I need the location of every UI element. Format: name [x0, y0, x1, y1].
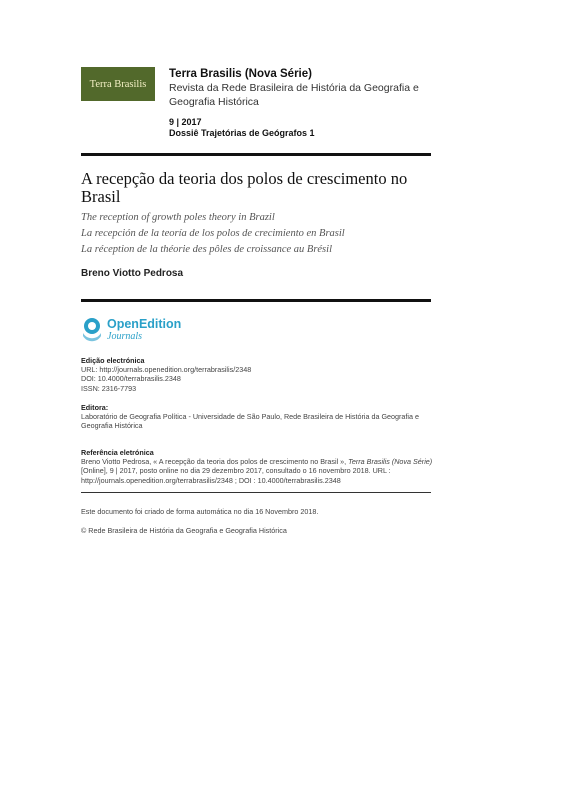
journal-subtitle: Revista da Rede Brasileira de História da Geografia e Geografia Histórica	[169, 82, 419, 108]
journal-logo-text: Terra Brasilis	[89, 78, 147, 90]
journal-header	[169, 67, 439, 109]
referencia-heading: Referência eletrónica	[81, 448, 154, 457]
journal-title: Terra Brasilis (Nova Série)	[169, 68, 312, 80]
article-author: Breno Viotto Pedrosa	[81, 268, 184, 279]
title-english: The reception of growth poles theory in Brazil	[81, 212, 275, 223]
issue-number: 9 | 2017	[169, 117, 202, 127]
title-french: La réception de la théorie des pôles de croissance au Brésil	[81, 243, 332, 255]
edicao-doi: DOI: 10.4000/terrabrasilis.2348	[81, 374, 181, 384]
top-divider	[81, 153, 431, 156]
generated-note: Este documento foi criado de forma automática no dia 16 Novembro 2018.	[81, 507, 319, 516]
edicao-heading: Edição electrónica	[81, 356, 145, 365]
dossier-title: Dossiê Trajetórias de Geógrafos 1	[169, 128, 315, 138]
referencia-text-a: Breno Viotto Pedrosa, « A recepção da teoria dos polos de crescimento no Brasil »,	[81, 457, 349, 467]
openedition-logo-icon	[81, 317, 103, 343]
referencia-journal-italic: Terra Brasilis (Nova Série)	[348, 457, 433, 467]
openedition-logo	[81, 317, 181, 343]
editora-section	[81, 403, 436, 431]
referencia-text-b: [Online], 9 | 2017, posto online no dia 29 dezembro 2017, consultado o 16 novembro 2018. URL : http://journals.openedition.org/terrabrasilis/2348 ; DOI : 10.4000/terrabrasilis.2348	[81, 466, 391, 485]
issue-info	[169, 117, 315, 139]
bottom-divider	[81, 492, 431, 493]
edicao-section	[81, 356, 436, 393]
referencia-text	[81, 457, 436, 485]
article-title: A recepção da teoria dos polos de crescimento no Brasil	[81, 169, 408, 206]
edicao-issn: ISSN: 2316-7793	[81, 383, 137, 393]
middle-divider	[81, 299, 431, 302]
alternate-titles	[81, 210, 441, 257]
openedition-sub: Journals	[107, 331, 142, 342]
copyright-note: © Rede Brasileira de História da Geografia e Geografia Histórica	[81, 526, 287, 535]
editora-heading: Editora:	[81, 403, 109, 412]
edicao-url[interactable]: URL: http://journals.openedition.org/terrabrasilis/2348	[81, 365, 252, 375]
openedition-name: OpenEdition	[107, 317, 182, 331]
referencia-section	[81, 448, 436, 485]
title-spanish: La recepción de la teoría de los polos de crecimiento en Brasil	[81, 227, 345, 239]
journal-logo	[81, 67, 155, 101]
editora-text: Laboratório de Geografia Política - Universidade de São Paulo, Rede Brasileira de História da Geografia e Geografia Histórica	[81, 412, 420, 431]
